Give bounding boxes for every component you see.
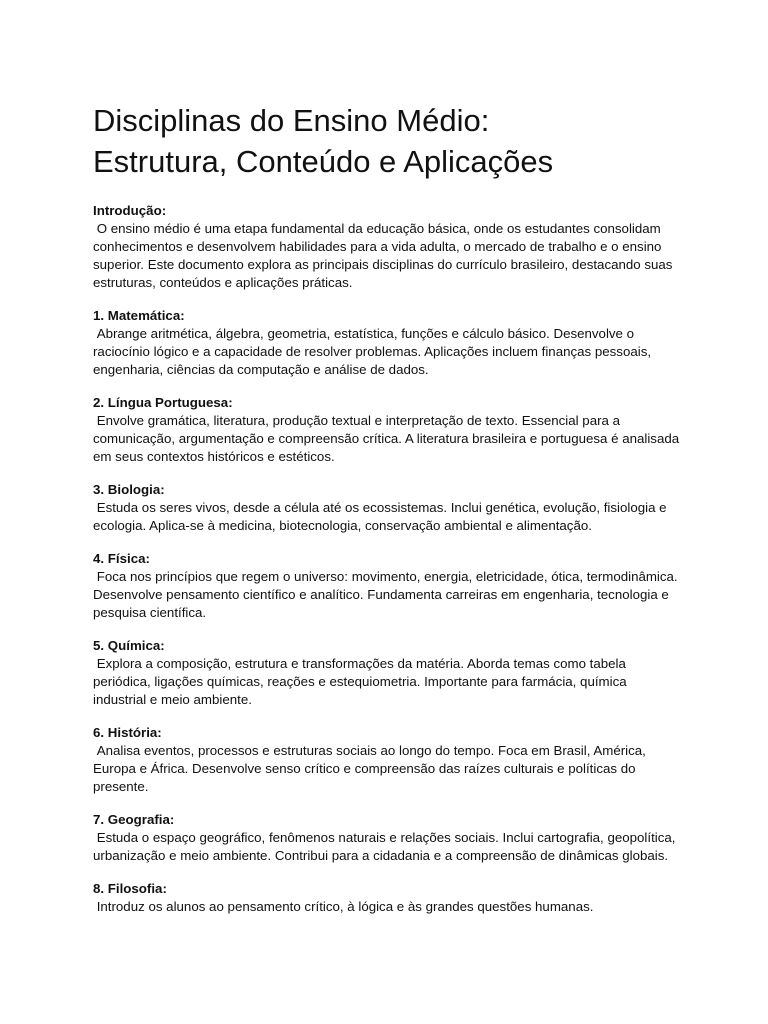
section-heading: 7. Geografia: (93, 812, 175, 827)
section-body: Estuda os seres vivos, desde a célula até os ecossistemas. Inclui genética, evolução, fisiologia e ecologia. Aplica-se à medicina, biotecnologia, conservação ambiental e alimentação. (93, 500, 671, 533)
document-page (93, 100, 683, 931)
section-heading: 5. Química: (93, 638, 165, 653)
section-geografia (93, 811, 683, 865)
section-lingua-portuguesa (93, 394, 683, 466)
intro-body: O ensino médio é uma etapa fundamental da educação básica, onde os estudantes consolidam conhecimentos e desenvolvem habilidades para a vida adulta, o mercado de trabalho e o ensino superior. Este documento explora as principais disciplinas do currículo brasileiro, destacando suas estruturas, conteúdos e aplicações práticas. (93, 221, 677, 290)
section-body: Introduz os alunos ao pensamento crítico, à lógica e às grandes questões humanas. (93, 899, 594, 914)
section-fisica (93, 550, 683, 622)
section-body: Analisa eventos, processos e estruturas sociais ao longo do tempo. Foca em Brasil, América, Europa e África. Desenvolve senso crítico e compreensão das raízes culturais e políticas do presente. (93, 743, 650, 794)
section-body: Envolve gramática, literatura, produção textual e interpretação de texto. Essencial para a comunicação, argumentação e compreensão crítica. A literatura brasileira e portuguesa é analisada em seus contextos históricos e estéticos. (93, 413, 683, 464)
intro-heading: Introdução: (93, 203, 167, 218)
section-heading: 4. Física: (93, 551, 150, 566)
section-body: Abrange aritmética, álgebra, geometria, estatística, funções e cálculo básico. Desenvolve o raciocínio lógico e a capacidade de resolver problemas. Aplicações incluem finanças pessoais, engenharia, ciências da computação e análise de dados. (93, 326, 655, 377)
intro-section (93, 202, 683, 292)
section-filosofia (93, 880, 683, 916)
document-title-line-1: Disciplinas do Ensino Médio: (93, 103, 490, 138)
section-matematica (93, 307, 683, 379)
section-quimica (93, 637, 683, 709)
section-body: Explora a composição, estrutura e transformações da matéria. Aborda temas como tabela periódica, ligações químicas, reações e estequiometria. Importante para farmácia, química industrial e meio ambiente. (93, 656, 631, 707)
section-body: Estuda o espaço geográfico, fenômenos naturais e relações sociais. Inclui cartografia, geopolítica, urbanização e meio ambiente. Contribui para a cidadania e a compreensão de dinâmicas globais. (93, 830, 680, 863)
section-heading: 1. Matemática: (93, 308, 185, 323)
section-heading: 3. Biologia: (93, 482, 165, 497)
section-biologia (93, 481, 683, 535)
section-historia (93, 724, 683, 796)
document-title-line-2: Estrutura, Conteúdo e Aplicações (93, 144, 554, 179)
section-heading: 8. Filosofia: (93, 881, 167, 896)
section-heading: 6. História: (93, 725, 162, 740)
section-body: Foca nos princípios que regem o universo: movimento, energia, eletricidade, ótica, termodinâmica. Desenvolve pensamento científico e analítico. Fundamenta carreiras em engenharia, tecnologia e pesquisa científica. (93, 569, 682, 620)
section-heading: 2. Língua Portuguesa: (93, 395, 233, 410)
document-title (93, 100, 683, 182)
